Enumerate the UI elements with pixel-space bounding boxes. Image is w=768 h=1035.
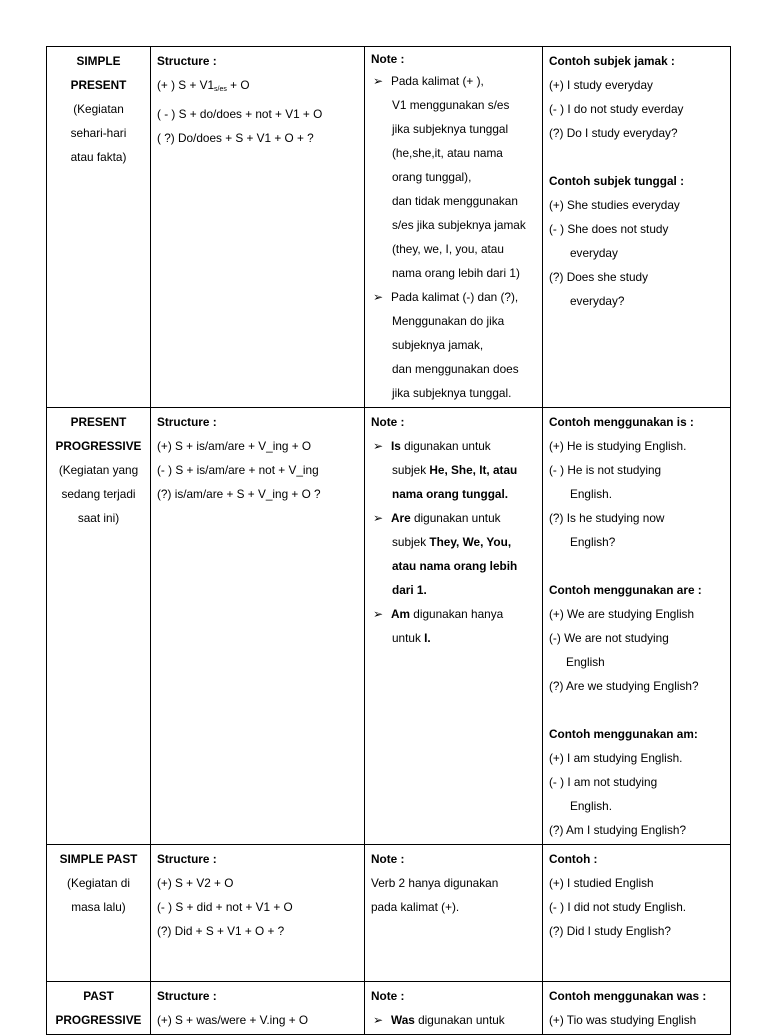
note-header: Note :	[371, 852, 405, 866]
arrow-bullet-icon: ➢	[373, 511, 384, 525]
structure-cell	[151, 845, 365, 982]
example-line: (+) I studied English	[549, 876, 654, 890]
example-line: (?) Am I studying English?	[549, 823, 687, 837]
arrow-bullet-icon: ➢	[373, 1013, 384, 1027]
note-line: pada kalimat (+).	[371, 900, 460, 914]
example-line: (- ) She does not study	[549, 222, 669, 236]
structure-cell	[151, 47, 365, 408]
example-line: (-) We are not studying	[549, 631, 669, 645]
example-line: (- ) I did not study English.	[549, 900, 687, 914]
tense-name: PRESENT	[70, 78, 127, 92]
example-line: (?) Are we studying English?	[549, 679, 699, 693]
tense-description: (Kegiatan	[73, 102, 124, 116]
example-line: (?) Does she study	[549, 270, 649, 284]
structure-line: (- ) S + is/am/are + not + V_ing	[157, 463, 319, 477]
structure-line: ( ?) Do/does + S + V1 + O + ?	[157, 131, 314, 145]
tense-name: SIMPLE PAST	[59, 852, 138, 866]
tense-name: SIMPLE	[76, 54, 121, 68]
note-bullet: ➢ Are digunakan untuk	[371, 506, 536, 530]
tense-description: (Kegiatan yang	[58, 463, 139, 477]
tense-description: atau fakta)	[70, 150, 127, 164]
structure-line: (?) is/am/are + S + V_ing + O ?	[157, 487, 321, 501]
note-header: Note :	[371, 989, 405, 1003]
example-header: Contoh subjek tunggal :	[549, 174, 684, 188]
tense-cell	[47, 408, 151, 845]
note-line: Verb 2 hanya digunakan	[371, 876, 499, 890]
structure-line: (+ ) $S + V1_{s/es} + O$	[157, 78, 250, 93]
example-header: Contoh subjek jamak :	[549, 54, 675, 68]
example-line: (+) He is studying English.	[549, 439, 687, 453]
tense-description: masa lalu)	[71, 900, 126, 914]
table-row-simple-past	[47, 845, 731, 982]
arrow-bullet-icon: ➢	[373, 290, 384, 304]
structure-line: ( - ) S + do/does + not + V1 + O	[157, 107, 323, 121]
note-header: Note :	[371, 52, 405, 66]
example-line: everyday?	[570, 294, 625, 308]
structure-line: (?) Did + S + V1 + O + ?	[157, 924, 285, 938]
table-row-simple-present	[47, 47, 731, 408]
structure-header: Structure :	[157, 989, 217, 1003]
note-cell	[365, 845, 543, 982]
example-line: (- ) He is not studying	[549, 463, 662, 477]
arrow-bullet-icon: ➢	[373, 439, 384, 453]
tense-name: PRESENT	[70, 415, 127, 429]
example-line: (?) Do I study everyday?	[549, 126, 678, 140]
structure-line: (+) S + is/am/are + V_ing + O	[157, 439, 312, 453]
tense-description: (Kegiatan di	[67, 876, 130, 890]
structure-header: Structure :	[157, 54, 217, 68]
example-line: (+) She studies everyday	[549, 198, 680, 212]
example-line: English	[566, 655, 605, 669]
example-line: English.	[570, 487, 612, 501]
example-header: Contoh menggunakan are :	[549, 583, 702, 597]
tense-description: saat ini)	[77, 511, 120, 525]
tense-name: PROGRESSIVE	[55, 439, 142, 453]
note-cell	[365, 982, 543, 1035]
structure-cell	[151, 982, 365, 1035]
structure-line: (+) S + was/were + V.ing + O	[157, 1013, 309, 1027]
example-header: Contoh menggunakan was :	[549, 989, 707, 1003]
example-line: (- ) I am not studying	[549, 775, 658, 789]
example-line: (+) We are studying English	[549, 607, 695, 621]
example-header: Contoh :	[549, 852, 598, 866]
tense-description: sedang terjadi	[61, 487, 136, 501]
tense-cell	[47, 982, 151, 1035]
example-cell	[543, 982, 731, 1035]
structure-header: Structure :	[157, 852, 217, 866]
arrow-bullet-icon: ➢	[373, 74, 384, 88]
tense-description: sehari-hari	[70, 126, 127, 140]
example-line: (+) Tio was studying English	[549, 1013, 697, 1027]
example-line: (- ) I do not study everday	[549, 102, 684, 116]
example-cell	[543, 47, 731, 408]
example-line: (?) Did I study English?	[549, 924, 671, 938]
structure-header: Structure :	[157, 415, 217, 429]
note-bullet: ➢ Am digunakan hanya	[371, 602, 536, 626]
note-bullet: ➢ Pada kalimat (-) dan (?),	[371, 285, 536, 309]
example-line: (+) I study everyday	[549, 78, 653, 92]
example-cell	[543, 408, 731, 845]
example-line: everyday	[570, 246, 618, 260]
note-bullet: ➢ Pada kalimat (+ ),	[371, 69, 536, 93]
structure-line: (- ) S + did + not + V1 + O	[157, 900, 293, 914]
table-row-present-progressive	[47, 408, 731, 845]
tense-name: PROGRESSIVE	[55, 1013, 142, 1027]
note-bullet: ➢ Was digunakan untuk	[371, 1008, 536, 1032]
arrow-bullet-icon: ➢	[373, 607, 384, 621]
note-header: Note :	[371, 415, 405, 429]
example-line: (+) I am studying English.	[549, 751, 683, 765]
note-cell: Note : ➢ Is digunakan untuk subjek He, She, It, atau nama orang tunggal. ➢ Are digunakan untuk subjek They, We, You, atau nama orang lebih dari 1. ➢ Am digunakan hanya untuk I.	[365, 408, 543, 845]
tense-cell	[47, 47, 151, 408]
example-cell	[543, 845, 731, 982]
example-header: Contoh menggunakan am:	[549, 727, 698, 741]
tense-name: PAST	[83, 989, 114, 1003]
structure-line: (+) S + V2 + O	[157, 876, 234, 890]
example-line: English.	[570, 799, 612, 813]
note-cell: Note : ➢ Pada kalimat (+ ), V1 menggunakan s/es jika subjeknya tunggal (he,she,it, atau nama orang tunggal), dan tidak menggunakan s/es jika subjeknya jamak (they, we, I, you, atau nama orang lebih dari 1) ➢ Pada kalimat (-) dan (?), Menggunakan do jika subjeknya jamak, dan menggunakan does jika subjeknya tunggal.	[365, 47, 543, 408]
tense-cell	[47, 845, 151, 982]
tense-table	[46, 46, 731, 1035]
structure-cell	[151, 408, 365, 845]
example-line: English?	[570, 535, 616, 549]
table-row-past-progressive	[47, 982, 731, 1035]
example-header: Contoh menggunakan is :	[549, 415, 694, 429]
note-bullet: ➢ Is digunakan untuk	[371, 434, 536, 458]
example-line: (?) Is he studying now	[549, 511, 665, 525]
